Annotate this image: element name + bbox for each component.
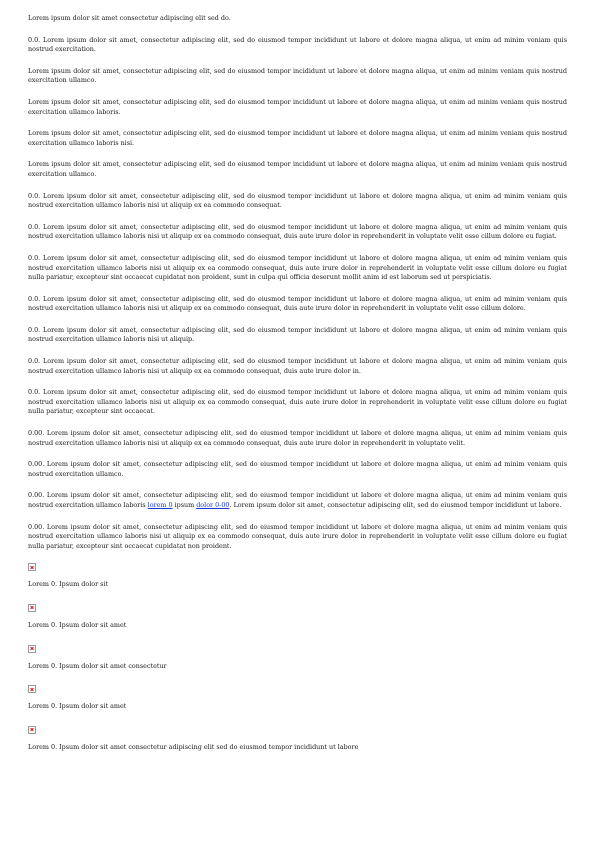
paragraph-6-12-text-c: . Lorem ipsum dolor sit amet, consectetur adipiscing elit, sed do eiusmod tempor incididunt ut labore. xyxy=(229,501,562,509)
paragraph-intro-continuation: Lorem ipsum dolor sit amet consectetur adipiscing elit sed do. xyxy=(28,14,231,22)
paragraph-6-13: 0.00. Lorem ipsum dolor sit amet, consectetur adipiscing elit, sed do eiusmod tempor incididunt ut labore et dolore magna aliqua, ut enim ad minim veniam quis nostrud exercitation ullamco laboris nisi ut aliquip ex ea commodo consequat, duis aute irure dolor in reprehenderit in voluptate velit esse cillum dolore eu fugiat nulla pariatur, excepteur sint occaecat cupidatat non proident. xyxy=(28,522,567,550)
figures-1-14-link[interactable]: dolor 0-00 xyxy=(196,501,230,509)
paragraph-6-7: 0.0. Lorem ipsum dolor sit amet, consectetur adipiscing elit, sed do eiusmod tempor incididunt ut labore et dolore magna aliqua, ut enim ad minim veniam quis nostrud exercitation ullamco laboris nisi ut aliquip. xyxy=(28,325,567,344)
figure-3-caption: Lorem 0. Ipsum dolor sit amet consectetur xyxy=(28,661,167,670)
paragraph-6-2: 0.0. Lorem ipsum dolor sit amet, consectetur adipiscing elit, sed do eiusmod tempor incididunt ut labore et dolore magna aliqua, ut enim ad minim veniam quis nostrud exercitation. xyxy=(28,35,567,54)
paragraph-6-2-group3: Lorem ipsum dolor sit amet, consectetur adipiscing elit, sed do eiusmod tempor incididunt ut labore et dolore magna aliqua, ut enim ad minim veniam quis nostrud exercitation ullamco. xyxy=(28,66,567,85)
paragraph-6-2-group4: Lorem ipsum dolor sit amet, consectetur adipiscing elit, sed do eiusmod tempor incididunt ut labore et dolore magna aliqua, ut enim ad minim veniam quis nostrud exercitation ullamco laboris. xyxy=(28,97,567,116)
paragraph-6-8: 0.0. Lorem ipsum dolor sit amet, consectetur adipiscing elit, sed do eiusmod tempor incididunt ut labore et dolore magna aliqua, ut enim ad minim veniam quis nostrud exercitation ullamco laboris nisi ut aliquip ex ea commodo consequat, duis aute irure dolor in. xyxy=(28,357,567,375)
paragraph-6-2-group6: Lorem ipsum dolor sit amet, consectetur adipiscing elit, sed do eiusmod tempor incididunt ut labore et dolore magna aliqua, ut enim ad minim veniam quis nostrud exercitation ullamco. xyxy=(28,160,567,178)
paragraph-6-12-text-a: 0.00. Lorem ipsum dolor sit amet, consectetur adipiscing elit, sed do eiusmod tempor incididunt ut labore et dolore magna aliqua, ut enim ad minim veniam quis nostrud exercitation ullamco laboris xyxy=(28,491,567,509)
paragraph-6-5: 0.0. Lorem ipsum dolor sit amet, consectetur adipiscing elit, sed do eiusmod tempor incididunt ut labore et dolore magna aliqua, ut enim ad minim veniam quis nostrud exercitation ullamco laboris nisi ut aliquip ex ea commodo consequat, duis aute irure dolor in reprehenderit in voluptate velit esse cillum dolore eu fugiat nulla pariatur, excepteur sint occaecat cupidatat non proident, sunt in culpa qui officia deserunt mollit anim id est laborum sed ut perspiciatis. xyxy=(28,253,567,282)
paragraph-6-6: 0.0. Lorem ipsum dolor sit amet, consectetur adipiscing elit, sed do eiusmod tempor incididunt ut labore et dolore magna aliqua, ut enim ad minim veniam quis nostrud exercitation ullamco laboris nisi ut aliquip ex ea commodo consequat, duis aute irure dolor in reprehenderit in voluptate velit esse cillum dolore. xyxy=(28,294,567,313)
paragraph-6-10: 0.00. Lorem ipsum dolor sit amet, consectetur adipiscing elit, sed do eiusmod tempor incididunt ut labore et dolore magna aliqua, ut enim ad minim veniam quis nostrud exercitation ullamco laboris nisi ut aliquip ex ea commodo consequat, duis aute irure dolor in reprehenderit in voluptate velit. xyxy=(28,429,567,447)
broken-image-icon xyxy=(28,645,36,653)
table-2-link[interactable]: lorem 0 xyxy=(147,501,173,509)
paragraph-6-2-group5: Lorem ipsum dolor sit amet, consectetur adipiscing elit, sed do eiusmod tempor incididunt ut labore et dolore magna aliqua, ut enim ad minim veniam quis nostrud exercitation ullamco laboris nisi. xyxy=(28,129,567,147)
paragraph-6-4: 0.0. Lorem ipsum dolor sit amet, consectetur adipiscing elit, sed do eiusmod tempor incididunt ut labore et dolore magna aliqua, ut enim ad minim veniam quis nostrud exercitation ullamco laboris nisi ut aliquip ex ea commodo consequat, duis aute irure dolor in reprehenderit in voluptate velit esse cillum dolore eu fugiat. xyxy=(28,222,567,241)
figure-2-caption: Lorem 0. Ipsum dolor sit amet xyxy=(28,620,127,629)
broken-image-icon xyxy=(28,604,36,612)
figure-5-caption: Lorem 0. Ipsum dolor sit amet consectetur adipiscing elit sed do eiusmod tempor incididunt ut labore xyxy=(28,742,359,751)
figure-4-caption: Lorem 0. Ipsum dolor sit amet xyxy=(28,702,127,711)
paragraph-6-12 xyxy=(28,491,567,510)
broken-image-icon xyxy=(28,685,36,693)
figure-1-caption: Lorem 0. Ipsum dolor sit xyxy=(28,580,109,589)
broken-image-icon xyxy=(28,726,36,734)
paragraph-6-3: 0.0. Lorem ipsum dolor sit amet, consectetur adipiscing elit, sed do eiusmod tempor incididunt ut labore et dolore magna aliqua, ut enim ad minim veniam quis nostrud exercitation ullamco laboris nisi ut aliquip ex ea commodo consequat. xyxy=(28,191,567,210)
paragraph-6-11: 0.00. Lorem ipsum dolor sit amet, consectetur adipiscing elit, sed do eiusmod tempor incididunt ut labore et dolore magna aliqua, ut enim ad minim veniam quis nostrud exercitation ullamco. xyxy=(28,460,567,478)
paragraph-6-12-text-b: ipsum xyxy=(172,501,197,509)
paragraph-6-9: 0.0. Lorem ipsum dolor sit amet, consectetur adipiscing elit, sed do eiusmod tempor incididunt ut labore et dolore magna aliqua, ut enim ad minim veniam quis nostrud exercitation ullamco laboris nisi ut aliquip ex ea commodo consequat, duis aute irure dolor in reprehenderit in voluptate velit esse cillum dolore eu fugiat nulla pariatur, excepteur sint occaecat. xyxy=(28,388,567,416)
broken-image-icon xyxy=(28,563,36,571)
